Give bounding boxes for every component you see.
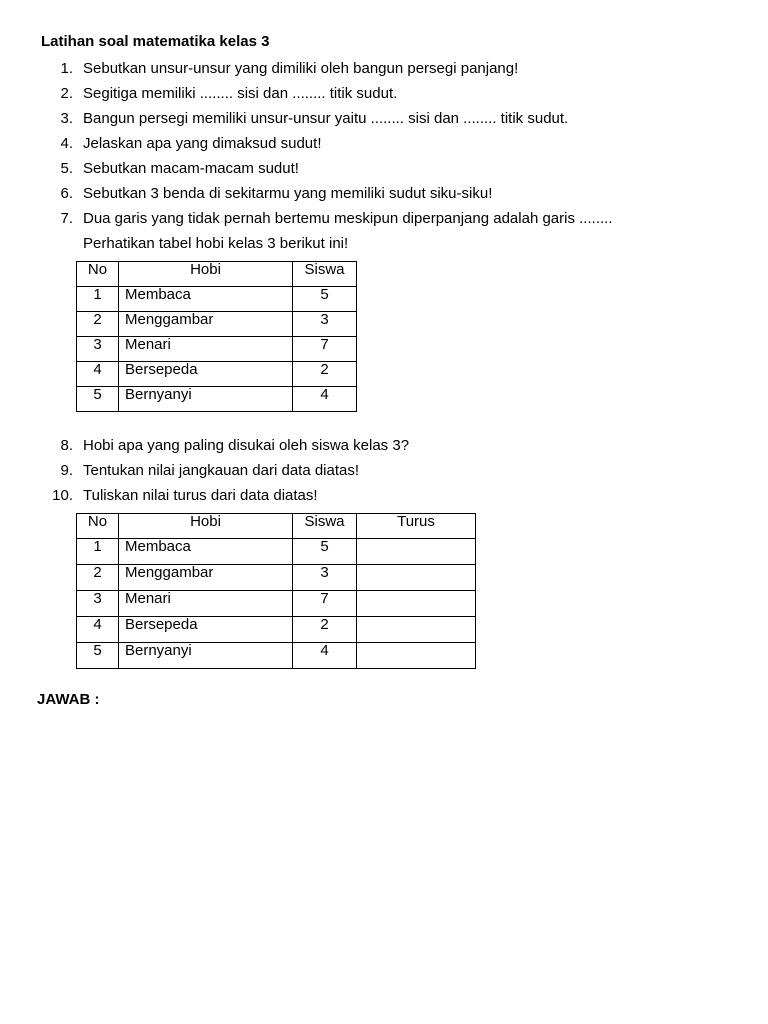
cell-siswa: 4: [293, 387, 357, 412]
cell-hobi: Menari: [119, 337, 293, 362]
cell-no: 1: [77, 539, 119, 565]
cell-siswa: 3: [293, 312, 357, 337]
table-instruction: Perhatikan tabel hobi kelas 3 berikut ini!: [83, 235, 349, 252]
cell-siswa: 5: [293, 287, 357, 312]
question-text: Bangun persegi memiliki unsur-unsur yaitu ........ sisi dan ........ titik sudut.: [83, 110, 569, 127]
header-siswa: Siswa: [293, 514, 357, 539]
table-row: [77, 387, 357, 412]
cell-turus: [357, 565, 476, 591]
cell-siswa: 3: [293, 565, 357, 591]
cell-no: 5: [77, 643, 119, 669]
tally-table: [76, 513, 476, 669]
cell-no: 1: [77, 287, 119, 312]
question-number: 8.: [60, 437, 73, 454]
table-row: [77, 565, 476, 591]
cell-siswa: 2: [293, 617, 357, 643]
cell-no: 3: [77, 591, 119, 617]
header-hobi: Hobi: [119, 514, 293, 539]
question-text: Dua garis yang tidak pernah bertemu meskipun diperpanjang adalah garis ........: [83, 210, 613, 227]
cell-hobi: Menari: [119, 591, 293, 617]
table-row: [77, 362, 357, 387]
question-text: Hobi apa yang paling disukai oleh siswa kelas 3?: [83, 437, 410, 454]
question-text: Tentukan nilai jangkauan dari data diatas!: [83, 462, 360, 479]
table-header-row: [77, 262, 357, 287]
question-text: Segitiga memiliki ........ sisi dan ........ titik sudut.: [83, 85, 398, 102]
question-number: 6.: [60, 185, 73, 202]
cell-hobi: Menggambar: [119, 565, 293, 591]
cell-no: 3: [77, 337, 119, 362]
question-number: 4.: [60, 135, 73, 152]
table-row: [77, 591, 476, 617]
table-row: [77, 643, 476, 669]
table-row: [77, 312, 357, 337]
question-number: 10.: [52, 487, 73, 504]
cell-siswa: 4: [293, 643, 357, 669]
cell-no: 4: [77, 617, 119, 643]
question-text: Sebutkan 3 benda di sekitarmu yang memiliki sudut siku-siku!: [83, 185, 493, 202]
table-row: [77, 539, 476, 565]
hobby-table: [76, 261, 357, 412]
cell-hobi: Membaca: [119, 287, 293, 312]
question-text: Sebutkan unsur-unsur yang dimiliki oleh bangun persegi panjang!: [83, 60, 519, 77]
header-turus: Turus: [357, 514, 476, 539]
cell-hobi: Bersepeda: [119, 362, 293, 387]
cell-siswa: 7: [293, 337, 357, 362]
cell-hobi: Bernyanyi: [119, 643, 293, 669]
header-hobi: Hobi: [119, 262, 293, 287]
worksheet-title: Latihan soal matematika kelas 3: [41, 33, 270, 50]
header-siswa: Siswa: [293, 262, 357, 287]
cell-hobi: Membaca: [119, 539, 293, 565]
cell-no: 4: [77, 362, 119, 387]
question-number: 2.: [60, 85, 73, 102]
table-header-row: [77, 514, 476, 539]
cell-hobi: Menggambar: [119, 312, 293, 337]
question-text: Sebutkan macam-macam sudut!: [83, 160, 299, 177]
question-text: Jelaskan apa yang dimaksud sudut!: [83, 135, 322, 152]
cell-turus: [357, 617, 476, 643]
question-text: Tuliskan nilai turus dari data diatas!: [83, 487, 318, 504]
question-number: 1.: [60, 60, 73, 77]
question-number: 3.: [60, 110, 73, 127]
cell-turus: [357, 539, 476, 565]
table-row: [77, 337, 357, 362]
header-no: No: [77, 262, 119, 287]
cell-siswa: 2: [293, 362, 357, 387]
header-no: No: [77, 514, 119, 539]
table-row: [77, 287, 357, 312]
cell-turus: [357, 643, 476, 669]
cell-turus: [357, 591, 476, 617]
table-row: [77, 617, 476, 643]
question-number: 9.: [60, 462, 73, 479]
cell-no: 5: [77, 387, 119, 412]
cell-no: 2: [77, 312, 119, 337]
question-number: 5.: [60, 160, 73, 177]
answer-label: JAWAB :: [37, 691, 100, 708]
cell-no: 2: [77, 565, 119, 591]
cell-siswa: 7: [293, 591, 357, 617]
cell-hobi: Bersepeda: [119, 617, 293, 643]
cell-siswa: 5: [293, 539, 357, 565]
cell-hobi: Bernyanyi: [119, 387, 293, 412]
question-number: 7.: [60, 210, 73, 227]
